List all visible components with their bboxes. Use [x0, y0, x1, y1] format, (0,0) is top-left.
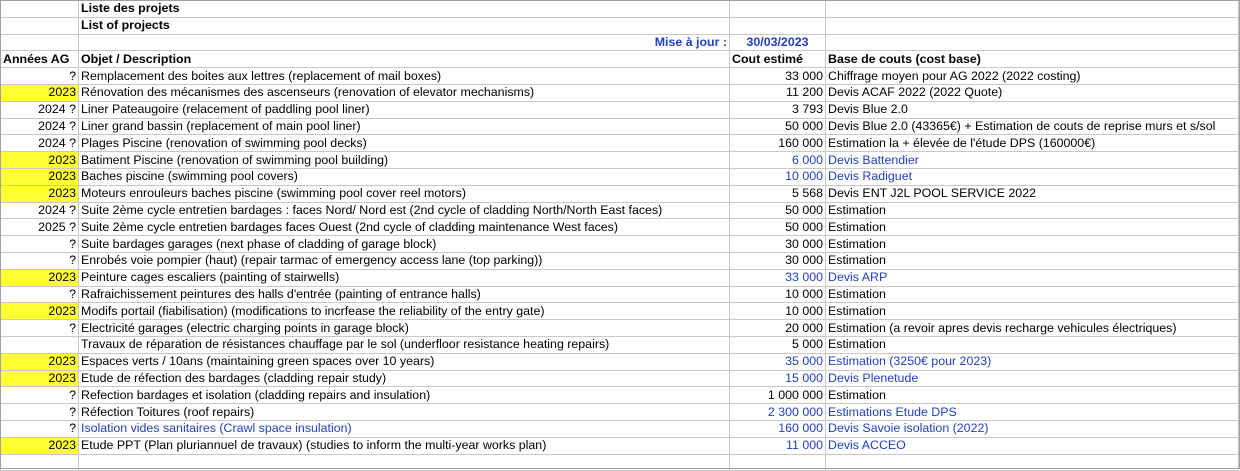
- header-basis[interactable]: Base de couts (cost base): [826, 51, 1239, 68]
- cell[interactable]: [826, 17, 1239, 34]
- cell[interactable]: [79, 454, 730, 471]
- cost-cell[interactable]: 1 000 000: [730, 387, 826, 404]
- update-row: [1, 34, 1239, 51]
- update-date[interactable]: 30/03/2023: [730, 34, 826, 51]
- basis-cell[interactable]: Devis Plenetude: [826, 370, 1239, 387]
- description-cell[interactable]: Remplacement des boites aux lettres (replacement of mail boxes): [79, 68, 730, 85]
- year-cell[interactable]: 2023: [1, 437, 79, 454]
- basis-cell[interactable]: Devis Savoie isolation (2022): [826, 420, 1239, 437]
- cost-cell[interactable]: 15 000: [730, 370, 826, 387]
- description-cell[interactable]: Isolation vides sanitaires (Crawl space insulation): [79, 420, 730, 437]
- cell[interactable]: [1, 1, 79, 18]
- description-cell[interactable]: Baches piscine (swimming pool covers): [79, 168, 730, 185]
- basis-cell[interactable]: Devis Battendier: [826, 152, 1239, 169]
- table-row: [1, 286, 1239, 303]
- cost-cell[interactable]: 10 000: [730, 168, 826, 185]
- description-cell[interactable]: Réfection Toitures (roof repairs): [79, 404, 730, 421]
- description-cell[interactable]: Moteurs enrouleurs baches piscine (swimming pool cover reel motors): [79, 185, 730, 202]
- year-cell[interactable]: ?: [1, 286, 79, 303]
- cost-cell[interactable]: 11 000: [730, 437, 826, 454]
- header-years[interactable]: Années AG: [1, 51, 79, 68]
- cell[interactable]: [730, 17, 826, 34]
- description-cell[interactable]: Suite 2ème cycle entretien bardages faces Ouest (2nd cycle of cladding maintenance West faces): [79, 219, 730, 236]
- year-cell[interactable]: ?: [1, 387, 79, 404]
- basis-cell[interactable]: Estimation: [826, 202, 1239, 219]
- cost-cell[interactable]: 3 793: [730, 101, 826, 118]
- basis-cell[interactable]: Estimation: [826, 336, 1239, 353]
- table-row: [1, 219, 1239, 236]
- year-cell[interactable]: ?: [1, 320, 79, 337]
- cost-cell[interactable]: 160 000: [730, 135, 826, 152]
- description-cell[interactable]: Rénovation des mécanismes des ascenseurs (renovation of elevator mechanisms): [79, 84, 730, 101]
- table-row: [1, 168, 1239, 185]
- table-row: [1, 185, 1239, 202]
- table-row: [1, 320, 1239, 337]
- cost-cell[interactable]: 50 000: [730, 219, 826, 236]
- basis-cell[interactable]: Estimation la + élevée de l'étude DPS (160000€): [826, 135, 1239, 152]
- basis-cell[interactable]: Devis ARP: [826, 269, 1239, 286]
- cost-cell[interactable]: 50 000: [730, 202, 826, 219]
- cost-cell[interactable]: 30 000: [730, 252, 826, 269]
- year-cell[interactable]: ?: [1, 404, 79, 421]
- basis-cell[interactable]: Estimation: [826, 286, 1239, 303]
- description-cell[interactable]: Suite 2ème cycle entretien bardages : faces Nord/ Nord est (2nd cycle of cladding North/North East faces): [79, 202, 730, 219]
- year-cell[interactable]: 2023: [1, 269, 79, 286]
- basis-cell[interactable]: Estimation (a revoir apres devis recharge vehicules électriques): [826, 320, 1239, 337]
- year-cell[interactable]: 2024 ?: [1, 118, 79, 135]
- table-row: [1, 152, 1239, 169]
- year-cell[interactable]: 2023: [1, 303, 79, 320]
- table-row: [1, 404, 1239, 421]
- year-cell[interactable]: 2023: [1, 185, 79, 202]
- basis-cell[interactable]: Estimation: [826, 303, 1239, 320]
- basis-cell[interactable]: Devis Blue 2.0 (43365€) + Estimation de couts de reprise murs et s/sol: [826, 118, 1239, 135]
- cell[interactable]: [1, 454, 79, 471]
- table-row: [1, 252, 1239, 269]
- update-label[interactable]: Mise à jour :: [79, 34, 730, 51]
- year-cell[interactable]: [1, 336, 79, 353]
- empty-row: [1, 454, 1239, 471]
- basis-cell[interactable]: Chiffrage moyen pour AG 2022 (2022 costing): [826, 68, 1239, 85]
- cost-cell[interactable]: 33 000: [730, 68, 826, 85]
- basis-cell[interactable]: Estimation: [826, 236, 1239, 253]
- year-cell[interactable]: ?: [1, 252, 79, 269]
- basis-cell[interactable]: Devis Blue 2.0: [826, 101, 1239, 118]
- year-cell[interactable]: 2025 ?: [1, 219, 79, 236]
- year-cell[interactable]: 2024 ?: [1, 202, 79, 219]
- cost-cell[interactable]: 10 000: [730, 303, 826, 320]
- year-cell[interactable]: 2023: [1, 84, 79, 101]
- year-cell[interactable]: 2024 ?: [1, 135, 79, 152]
- cost-cell[interactable]: 30 000: [730, 236, 826, 253]
- description-cell[interactable]: Enrobés voie pompier (haut) (repair tarmac of emergency access lane (top parking)): [79, 252, 730, 269]
- cell[interactable]: [826, 454, 1239, 471]
- description-cell[interactable]: Modifs portail (fiabilisation) (modifications to incrfease the reliability of the entry gate): [79, 303, 730, 320]
- cost-cell[interactable]: 33 000: [730, 269, 826, 286]
- table-row: [1, 370, 1239, 387]
- cell[interactable]: [1, 34, 79, 51]
- description-cell[interactable]: Liner Pateaugoire (relacement of paddling pool liner): [79, 101, 730, 118]
- cost-cell[interactable]: 20 000: [730, 320, 826, 337]
- cost-cell[interactable]: 50 000: [730, 118, 826, 135]
- basis-cell[interactable]: Estimation: [826, 219, 1239, 236]
- description-cell[interactable]: Suite bardages garages (next phase of cladding of garage block): [79, 236, 730, 253]
- title-row-en: [1, 17, 1239, 34]
- title-row-fr: [1, 1, 1239, 18]
- description-cell[interactable]: Liner grand bassin (replacement of main pool liner): [79, 118, 730, 135]
- basis-cell[interactable]: Estimation: [826, 252, 1239, 269]
- year-cell[interactable]: ?: [1, 420, 79, 437]
- description-cell[interactable]: Travaux de réparation de résistances chauffage par le sol (underfloor resistance heating repairs): [79, 336, 730, 353]
- basis-cell[interactable]: Devis Radiguet: [826, 168, 1239, 185]
- description-cell[interactable]: Etude de réfection des bardages (cladding repair study): [79, 370, 730, 387]
- description-cell[interactable]: Espaces verts / 10ans (maintaining green spaces over 10 years): [79, 353, 730, 370]
- year-cell[interactable]: 2023: [1, 152, 79, 169]
- cost-cell[interactable]: 35 000: [730, 353, 826, 370]
- table-row: [1, 84, 1239, 101]
- table-row: [1, 303, 1239, 320]
- table-row: [1, 336, 1239, 353]
- cost-cell[interactable]: 5 568: [730, 185, 826, 202]
- header-description[interactable]: Objet / Description: [79, 51, 730, 68]
- description-cell[interactable]: Etude PPT (Plan pluriannuel de travaux) (studies to inform the multi-year works plan): [79, 437, 730, 454]
- table-row: [1, 236, 1239, 253]
- cost-cell[interactable]: 11 200: [730, 84, 826, 101]
- description-cell[interactable]: Refection bardages et isolation (cladding repairs and insulation): [79, 387, 730, 404]
- table-row: [1, 68, 1239, 85]
- cell[interactable]: [826, 1, 1239, 18]
- basis-cell[interactable]: Devis ACAF 2022 (2022 Quote): [826, 84, 1239, 101]
- table-row: [1, 420, 1239, 437]
- cost-cell[interactable]: 6 000: [730, 152, 826, 169]
- cell[interactable]: [730, 454, 826, 471]
- description-cell[interactable]: Plages Piscine (renovation of swimming pool decks): [79, 135, 730, 152]
- table-row: [1, 437, 1239, 454]
- header-cost[interactable]: Cout estimé: [730, 51, 826, 68]
- sheet-title-en[interactable]: List of projects: [79, 17, 730, 34]
- year-cell[interactable]: 2024 ?: [1, 101, 79, 118]
- cost-cell[interactable]: 160 000: [730, 420, 826, 437]
- table-row: [1, 101, 1239, 118]
- sheet-title-fr[interactable]: Liste des projets: [79, 1, 730, 18]
- description-cell[interactable]: Rafraichissement peintures des halls d'entrée (painting of entrance halls): [79, 286, 730, 303]
- table-row: [1, 353, 1239, 370]
- table-row: [1, 387, 1239, 404]
- table-row: [1, 135, 1239, 152]
- basis-cell[interactable]: Estimation (3250€ pour 2023): [826, 353, 1239, 370]
- table-row: [1, 118, 1239, 135]
- cell[interactable]: [826, 34, 1239, 51]
- cell[interactable]: [730, 1, 826, 18]
- cost-cell[interactable]: 10 000: [730, 286, 826, 303]
- basis-cell[interactable]: Devis ACCEO: [826, 437, 1239, 454]
- year-cell[interactable]: 2023: [1, 370, 79, 387]
- header-row: [1, 51, 1239, 68]
- basis-cell[interactable]: Estimation: [826, 387, 1239, 404]
- cost-cell[interactable]: 5 000: [730, 336, 826, 353]
- basis-cell[interactable]: Estimations Etude DPS: [826, 404, 1239, 421]
- description-cell[interactable]: Batiment Piscine (renovation of swimming pool building): [79, 152, 730, 169]
- basis-cell[interactable]: Devis ENT J2L POOL SERVICE 2022: [826, 185, 1239, 202]
- description-cell[interactable]: Peinture cages escaliers (painting of stairwells): [79, 269, 730, 286]
- year-cell[interactable]: 2023: [1, 168, 79, 185]
- cell[interactable]: [1, 17, 79, 34]
- cost-cell[interactable]: 2 300 000: [730, 404, 826, 421]
- description-cell[interactable]: Electricité garages (electric charging points in garage block): [79, 320, 730, 337]
- table-row: [1, 202, 1239, 219]
- year-cell[interactable]: ?: [1, 68, 79, 85]
- year-cell[interactable]: ?: [1, 236, 79, 253]
- table-row: [1, 269, 1239, 286]
- year-cell[interactable]: 2023: [1, 353, 79, 370]
